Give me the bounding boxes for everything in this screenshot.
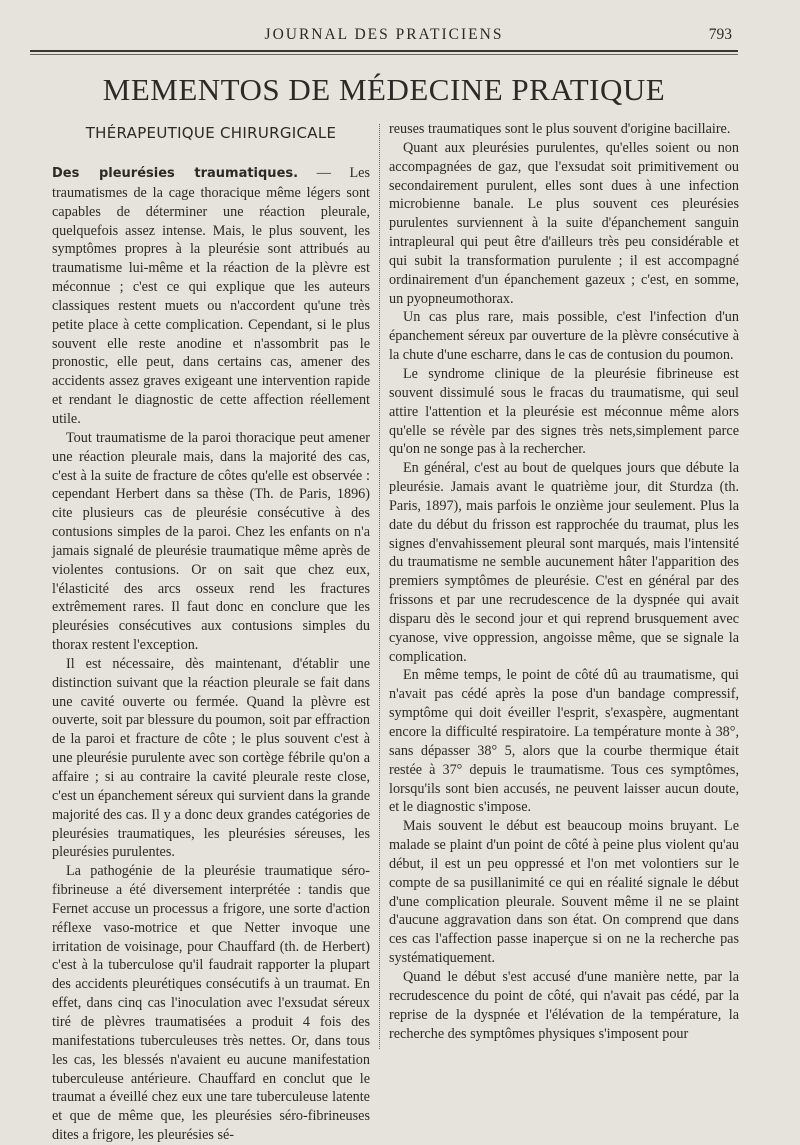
paragraph: Un cas plus rare, mais possible, c'est l'infection d'un épanchement séreux par ouverture de la plèvre consécutive à la chute d'une escharre, dans le cas de contusion du poumon.: [389, 309, 739, 364]
paragraph: reuses traumatiques sont le plus souvent d'origine bacillaire.: [389, 121, 731, 137]
header-rule-thin: [30, 54, 738, 55]
paragraph: La pathogénie de la pleurésie traumatique séro-fibrineuse a été diversement interprétée : tandis que Fernet accuse un processus a frigore, une sorte d'action réflexe vaso-motrice et que Netter invoque une irritation de voisinage, pour Chauffard (th. de Herbert) c'est à la tuberculose qu'il faudrait rapporter la plupart des accidents pleurétiques consécutifs à un traumat. En effet, dans cinq cas l'inoculation avec l'exsudat séreux tiré de plèvres traumatisées a produit 4 fois des manifestations tuberculeuses très nettes. Or, dans tous les cas, les blessés n'avaient eu aucune manifestation tuberculeuse antérieure. Chauffard en conclut que le traumat a éveillé chez eux une tare tuberculeuse latente et que de même que, les pleurésies séro-fibrineuses dites a frigore, les pleurésies sé-: [52, 863, 370, 1144]
page-header: [30, 26, 738, 48]
page-title: MEMENTOS DE MÉDECINE PRATIQUE: [102, 72, 666, 107]
column-divider: [379, 124, 380, 1049]
paragraph-text: — Les traumatismes de la cage thoracique même légers sont capables de déterminer une réaction pleurale, quelquefois assez intense. Mais, le plus souvent, les symptômes propres à la pleurésie sont attribués au traumatisme lui-même et la réaction de la plèvre est méconnue ; c'est ce qui explique que les auteurs classiques restent muets ou n'accordent qu'une très petite place à cette complication. Cependant, si le plus souvent elle reste anodine et n'assombrit pas le pronostic, elle peut, dans certains cas, amener des accidents assez graves exigeant une intervention rapide et rendant le diagnostic de cette affection réellement utile.: [52, 165, 370, 427]
paragraph: Il est nécessaire, dès maintenant, d'établir une distinction suivant que la réaction pleurale se fait dans une cavité ouverte ou fermée. Quand la plèvre est ouverte, soit par blessure du poumon, soit par effraction de la paroi et fracture de côte ; le plus souvent c'est à une pleurésie purulente avec son cortège fébrile qu'on a affaire ; si au contraire la cavité pleurale reste close, c'est un épanchement séreux qui survient dans la grande majorité des cas. Il y a donc deux grandes catégories de pleurésies traumatiques, les pleurésies séreuses, les pleurésies purulentes.: [52, 655, 370, 861]
paragraph: Le syndrome clinique de la pleurésie fibrineuse est souvent dissimulé sous le fracas du traumatisme, qui seul attire l'attention et la pleurésie est méconnue même alors qu'elle se révèle par des signes très nets,simplement parce qu'on ne songe pas à la rechercher.: [389, 365, 739, 458]
paragraph: [52, 164, 370, 429]
paragraph: Quant aux pleurésies purulentes, qu'elles soient ou non accompagnées de gaz, que l'exsudat soit primitivement ou secondairement purulent, elles sont dues à une infection microbienne banale. Le plus souvent ces pleurésies purulentes surviennent à la suite d'épanchement sanguin intrapleural qui peut être d'ailleurs très peu considérable et qui subit la transformation purulente ; il est accompagné ordinairement d'un épanchement gazeux ; c'est, en somme, un pyopneumothorax.: [389, 139, 739, 307]
left-column: [52, 120, 370, 1145]
running-title: JOURNAL DES PRATICIENS: [264, 26, 504, 43]
paragraph: Tout traumatisme de la paroi thoracique peut amener une réaction pleurale mais, dans la majorité des cas, c'est à la suite de fracture de côtes qu'elle est observée : cependant Herbert dans sa thèse (Th. de Paris, 1896) cite plusieurs cas de pleurésie consécutive à des contusions simples de la paroi. Chez les enfants on n'a jamais signalé de pleurésie traumatique même après de violentes contusions. Or on sait que chez eux, l'élasticité des arcs osseux rend les fractures extrêmement rares. Il faut donc en conclure que les pleurésies consécutives aux contusions simples du thorax restent l'exception.: [52, 429, 370, 654]
page-number: 793: [708, 26, 732, 43]
paragraph: Mais souvent le début est beaucoup moins bruyant. Le malade se plaint d'un point de côté à peine plus violent qu'au début, il est un peu oppressé et l'on met volontiers sur le compte de sa pusillanimité ce qui en réalité signale le début d'une complication pleurale. Souvent même il ne se plaint d'aucune aggravation dans son état. On comprend que dans ces cas l'affection passe inaperçue si on ne la recherche pas systématiquement.: [389, 818, 739, 967]
header-rule: [30, 50, 738, 52]
right-column: [389, 120, 739, 1043]
paragraph: Quand le début s'est accusé d'une manière nette, par la recrudescence du point de côté, qui n'avait pas cédé, par la reprise de la dyspnée et l'élévation de la température, la recherche des symptômes physiques s'imposent pour: [389, 968, 739, 1042]
paragraph: En général, c'est au bout de quelques jours que débute la pleurésie. Jamais avant le quatrième jour, dit Sturdza (th. Paris, 1897), mais parfois le onzième jour seulement. Plus la date du début du frisson est rapprochée du traumat, plus les signes d'envahissement pleural sont marqués, mais l'intensité du traumatisme ne semble aucunement hâter l'apparition des premiers symptômes de pleurésie. C'est en général par des frissons et par une recrudescence de la dyspnée qui avait disparu dès le second jour et qui reprend brusquement avec cyanose, vive oppression, angoisse même, que se signale la complication.: [389, 460, 739, 665]
section-heading: THÉRAPEUTIQUE CHIRURGICALE: [85, 124, 337, 142]
paragraph: En même temps, le point de côté dû au traumatisme, qui n'avait pas cédé après la pose d'un bandage compressif, symptôme qui doit éveiller l'esprit, s'exaspère, augmentant encore la difficulté respiratoire. La température monte à 38°, sans dépasser 38° 5, alors que la courbe thermique était restée à 37° depuis le traumatisme. Tous ces symptômes, lorsqu'ils sont bien accusés, ne peuvent laisser aucun doute, et le diagnostic s'impose.: [389, 667, 739, 816]
lead-title: Des pleurésies traumatiques.: [52, 166, 299, 181]
